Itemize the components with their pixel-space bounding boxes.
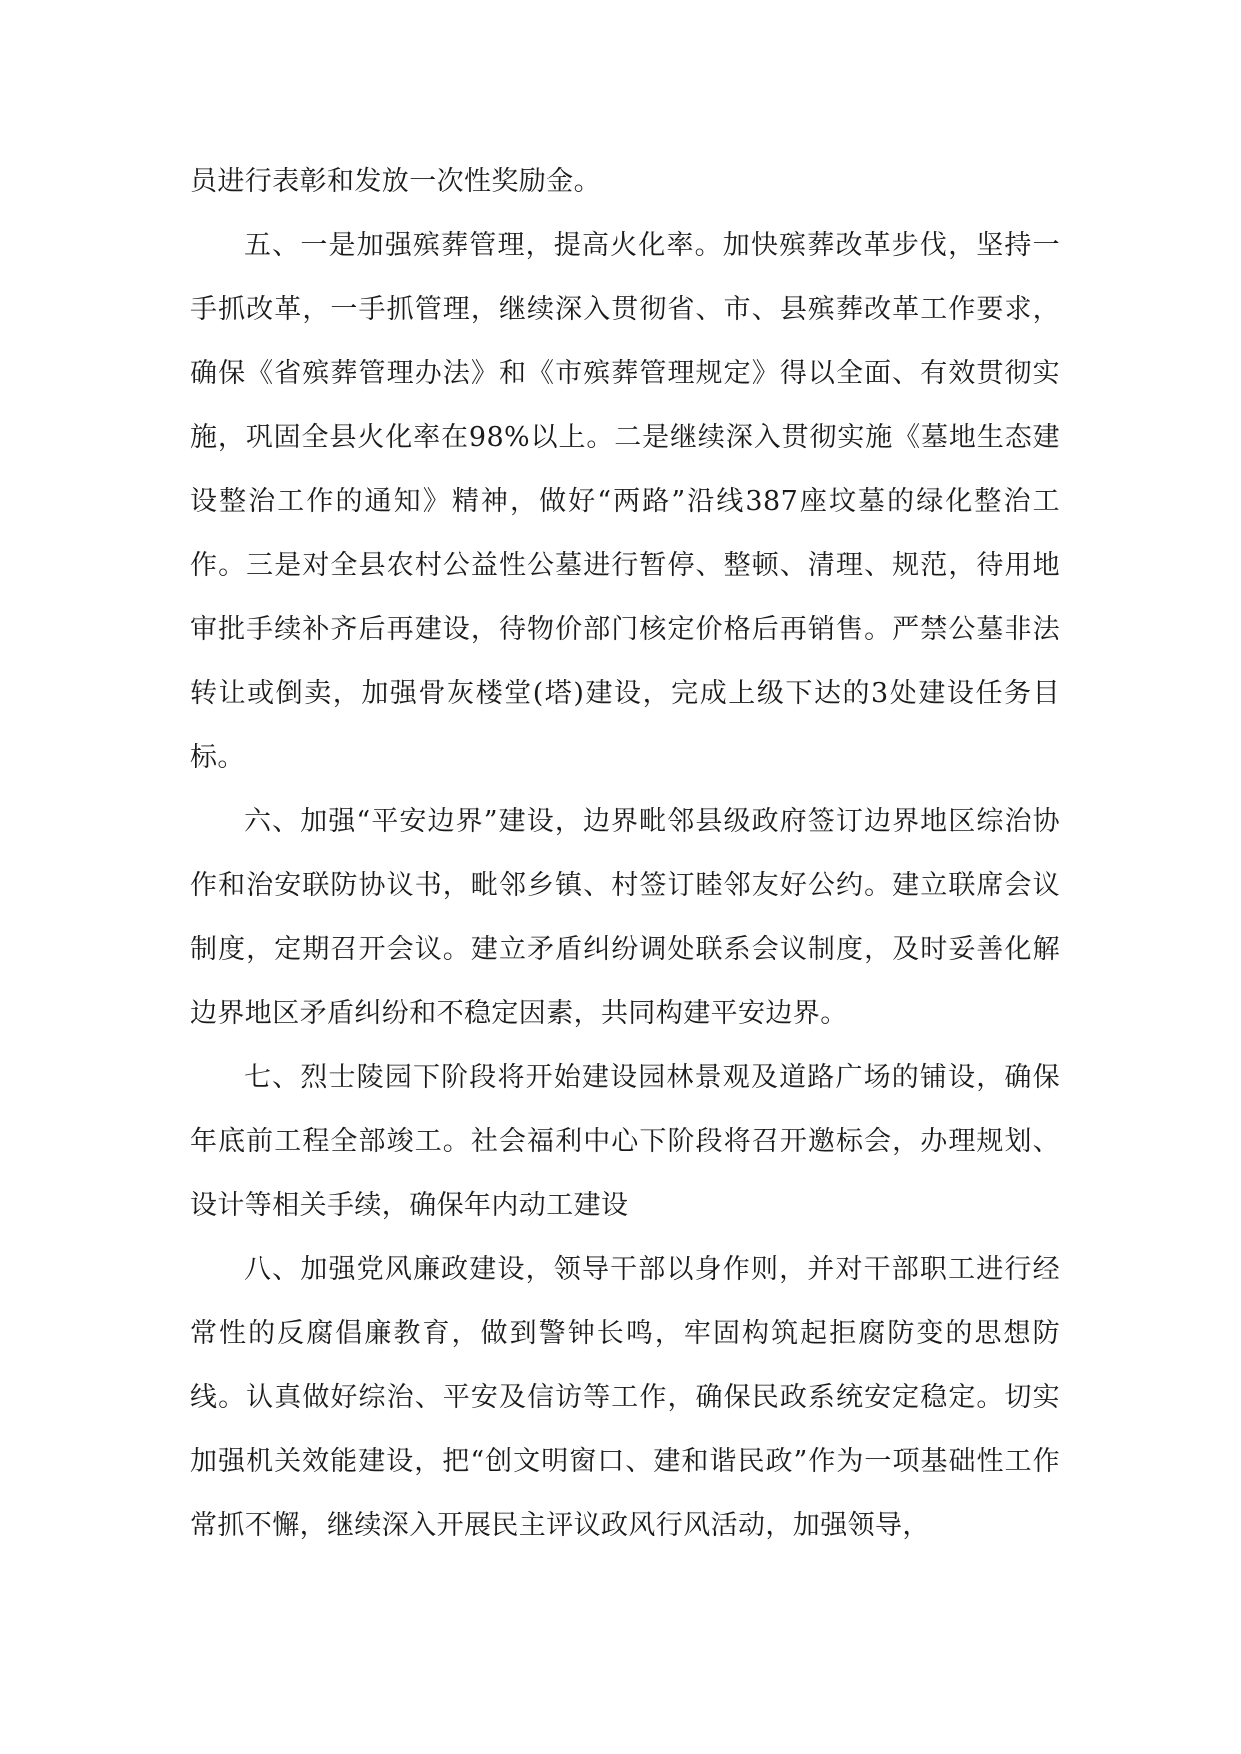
document-body — [190, 150, 1060, 1558]
paragraph-continuation: 员进行表彰和发放一次性奖励金。 — [190, 166, 601, 197]
paragraph-item-five: 五、一是加强殡葬管理，提高火化率。加快殡葬改革步伐，坚持一手抓改革，一手抓管理，继续深入贯彻省、市、县殡葬改革工作要求，确保《省殡葬管理办法》和《市殡葬管理规定》得以全面、有效贯彻实施，巩固全县火化率在98%以上。二是继续深入贯彻实施《墓地生态建设整治工作的通知》精神，做好“两路”沿线387座坟墓的绿化整治工作。三是对全县农村公益性公墓进行暂停、整顿、清理、规范，待用地审批手续补齐后再建设，待物价部门核定价格后再销售。严禁公墓非法转让或倒卖，加强骨灰楼堂(塔)建设，完成上级下达的3处建设任务目标。 — [190, 230, 1060, 773]
paragraph-item-eight: 八、加强党风廉政建设，领导干部以身作则，并对干部职工进行经常性的反腐倡廉教育，做到警钟长鸣，牢固构筑起拒腐防变的思想防线。认真做好综治、平安及信访等工作，确保民政系统安定稳定。切实加强机关效能建设，把“创文明窗口、建和谐民政”作为一项基础性工作常抓不懈，继续深入开展民主评议政风行风活动，加强领导， — [190, 1254, 1060, 1541]
paragraph-item-six: 六、加强“平安边界”建设，边界毗邻县级政府签订边界地区综治协作和治安联防协议书，毗邻乡镇、村签订睦邻友好公约。建立联席会议制度，定期召开会议。建立矛盾纠纷调处联系会议制度，及时妥善化解边界地区矛盾纠纷和不稳定因素，共同构建平安边界。 — [190, 806, 1060, 1029]
paragraph-item-seven: 七、烈士陵园下阶段将开始建设园林景观及道路广场的铺设，确保年底前工程全部竣工。社会福利中心下阶段将召开邀标会，办理规划、设计等相关手续，确保年内动工建设 — [190, 1062, 1060, 1221]
